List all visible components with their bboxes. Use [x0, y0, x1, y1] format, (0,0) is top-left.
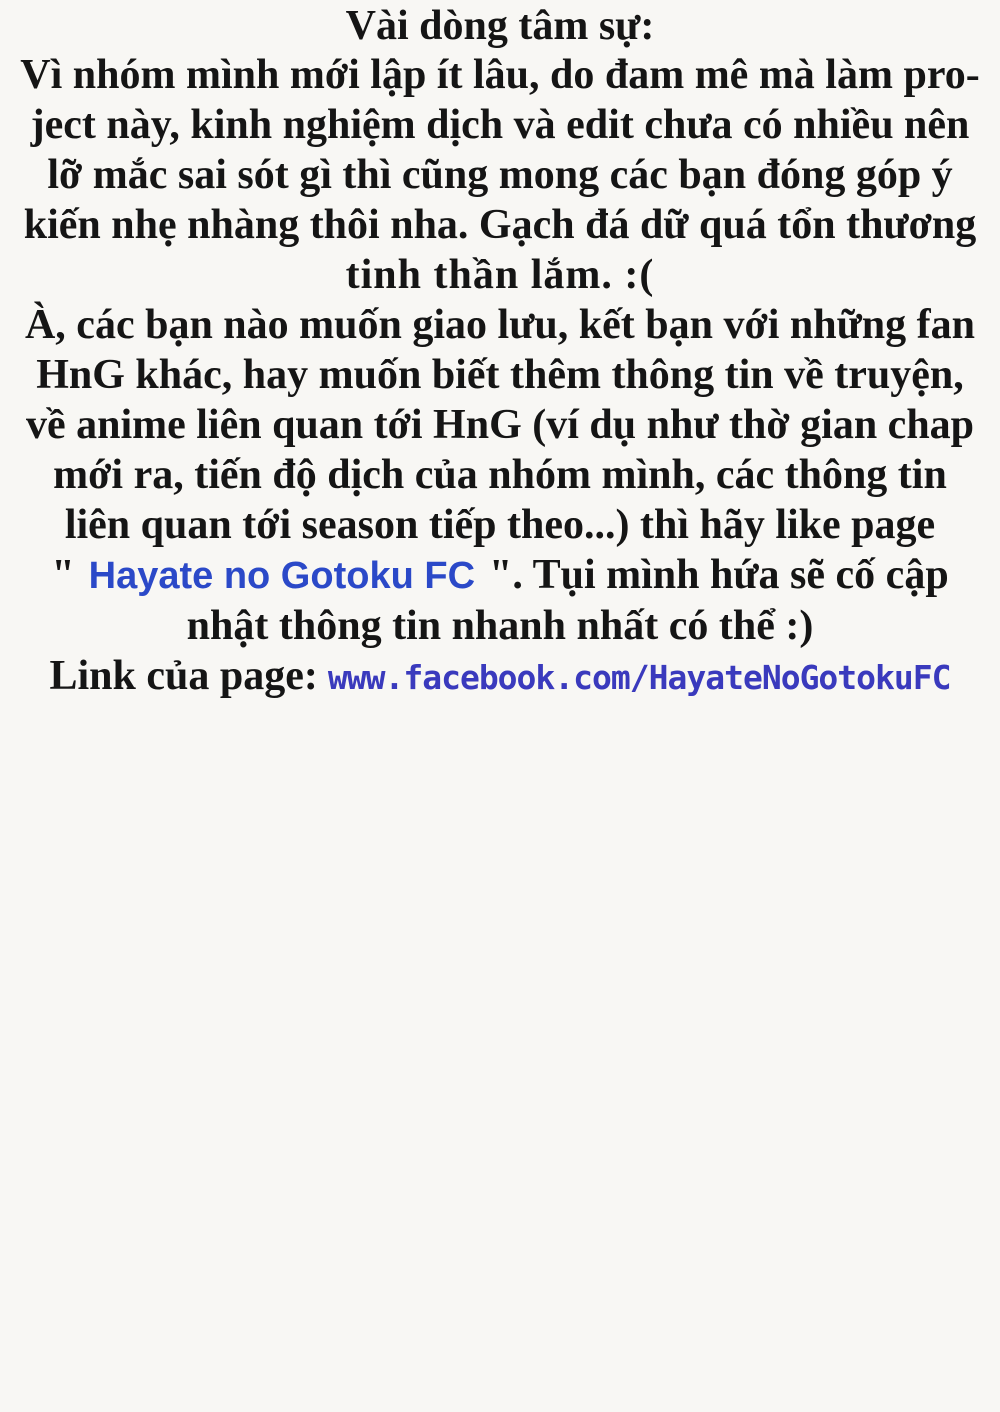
text-line-6: À, các bạn nào muốn giao lưu, kết bạn với những fan	[24, 302, 976, 348]
text-line-12: nhật thông tin nhanh nhất có thể :)	[186, 603, 814, 649]
link-line	[0, 651, 1000, 703]
facebook-page-link[interactable]: Hayate no Gotoku FC	[88, 555, 476, 597]
link-label: Link của page:	[49, 653, 318, 699]
page-title: Vài dòng tâm sự:	[345, 3, 655, 49]
page-mention-after: ". Tụi mình hứa sẽ cố cập	[489, 552, 949, 598]
facebook-url-link[interactable]: www.facebook.com/HayateNoGotokuFC	[327, 658, 951, 697]
text-line-7: HnG khác, hay muốn biết thêm thông tin về truyện,	[36, 352, 964, 398]
text-line-8: về anime liên quan tới HnG (ví dụ như thờ gian chap	[25, 402, 975, 448]
text-line-5: tinh thần lắm. :(	[345, 252, 655, 298]
text-line-2: ject này, kinh nghiệm dịch và edit chưa có nhiều nên	[30, 102, 970, 148]
text-line-9: mới ra, tiến độ dịch của nhóm mình, các thông tin	[53, 452, 947, 498]
text-line-10: liên quan tới season tiếp theo...) thì hãy like page	[64, 502, 936, 548]
text-line-3: lỡ mắc sai sót gì thì cũng mong các bạn đóng góp ý	[47, 152, 953, 198]
open-quote: "	[51, 552, 75, 598]
text-line-4: kiến nhẹ nhàng thôi nha. Gạch đá dữ quá tổn thương	[23, 202, 977, 248]
page-mention-line	[0, 550, 1000, 601]
text-line-1: Vì nhóm mình mới lập ít lâu, do đam mê mà làm pro-	[20, 52, 980, 98]
